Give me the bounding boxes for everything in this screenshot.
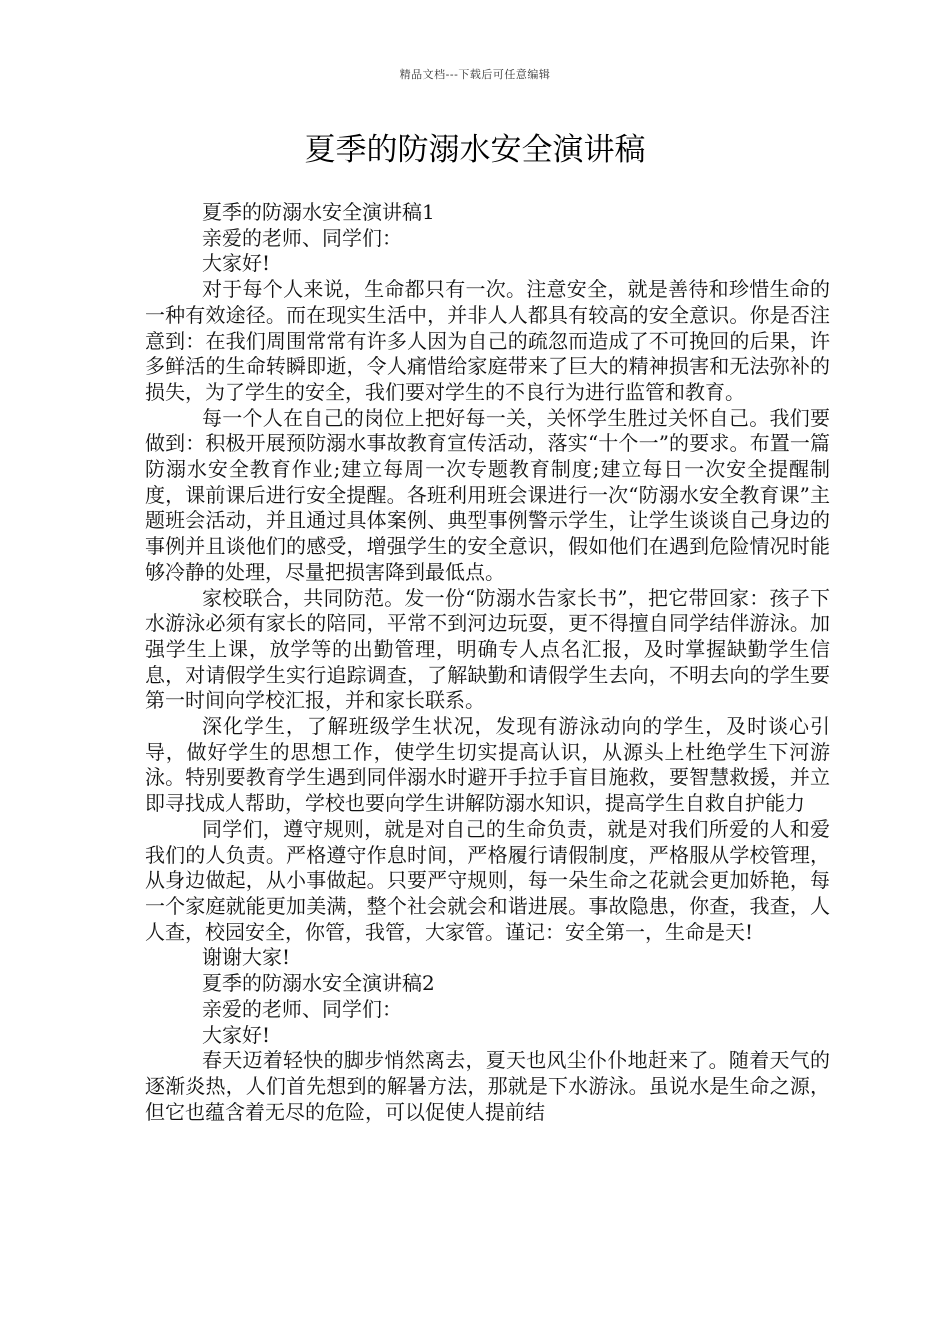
speech-2-heading: 夏季的防溺水安全演讲稿2	[202, 971, 435, 996]
body-paragraph: 同学们，遵守规则，就是对自己的生命负责，就是对我们所爱的人和爱我们的人负责。严格遵守作息时间，严格履行请假制度，严格服从学校管理，从身边做起，从小事做起。只要严守规则，每一朵生命之花就会更加娇艳，每一个家庭就能更加美满，整个社会就会和谐进展。事故隐患，你查，我查，人人查，校园安全，你管，我管，大家管。谨记：安全第一，生命是天!	[145, 816, 830, 944]
body-paragraph: 深化学生，了解班级学生状况，发现有游泳动向的学生，及时谈心引导，做好学生的思想工作，使学生切实提高认识，从源头上杜绝学生下河游泳。特别要教育学生遇到同伴溺水时避开手拉手盲目施救，要智慧救援，并立即寻找成人帮助，学校也要向学生讲解防溺水知识，提高学生自救自护能力	[145, 714, 830, 816]
speech-1-closing: 谢谢大家!	[202, 945, 291, 970]
body-paragraph: 对于每个人来说，生命都只有一次。注意安全，就是善待和珍惜生命的一种有效途径。而在现实生活中，并非人人都具有较高的安全意识。你是否注意到：在我们周围常常有许多人因为自己的疏忽而造成了不可挽回的后果，许多鲜活的生命转瞬即逝，令人痛惜给家庭带来了巨大的精神损害和无法弥补的损失，为了学生的安全，我们要对学生的不良行为进行监管和教育。	[145, 277, 830, 404]
body-paragraph: 每一个人在自己的岗位上把好每一关，关怀学生胜过关怀自己。我们要做到：积极开展预防溺水事故教育宣传活动，落实“十个一”的要求。布置一篇防溺水安全教育作业;建立每周一次专题教育制度;建立每日一次安全提醒制度，课前课后进行安全提醒。各班利用班会课进行一次“防溺水安全教育课”主题班会活动，并且通过具体案例、典型事例警示学生，让学生谈谈自己身边的事例并且谈他们的感受，增强学生的安全意识，假如他们在遇到危险情况时能够冷静的处理，尽量把损害降到最低点。	[145, 405, 830, 584]
document-title: 夏季的防溺水安全演讲稿	[304, 132, 646, 168]
speech-1-heading: 夏季的防溺水安全演讲稿1	[202, 200, 435, 224]
document-body	[145, 200, 830, 1125]
speech-2-greeting: 大家好!	[202, 1022, 271, 1047]
speech-1-salutation: 亲爱的老师、同学们：	[202, 225, 402, 250]
speech-1-greeting: 大家好!	[202, 251, 271, 276]
body-paragraph: 春天迈着轻快的脚步悄然离去，夏天也风尘仆仆地赶来了。随着天气的逐渐炎热，人们首先想到的解暑方法，那就是下水游泳。虽说水是生命之源，但它也蕴含着无尽的危险，可以促使人提前结	[145, 1048, 830, 1124]
body-paragraph: 家校联合，共同防范。发一份“防溺水告家长书”，把它带回家：孩子下水游泳必须有家长的陪同，平常不到河边玩耍，更不得擅自同学结伴游泳。加强学生上课，放学等的出勤管理，明确专人点名汇报，及时掌握缺勤学生信息，对请假学生实行追踪调查，了解缺勤和请假学生去向，不明去向的学生要第一时间向学校汇报，并和家长联系。	[145, 585, 830, 713]
speech-2-salutation: 亲爱的老师、同学们：	[202, 996, 402, 1021]
page-header: 精品文档---下载后可任意编辑	[399, 68, 551, 81]
